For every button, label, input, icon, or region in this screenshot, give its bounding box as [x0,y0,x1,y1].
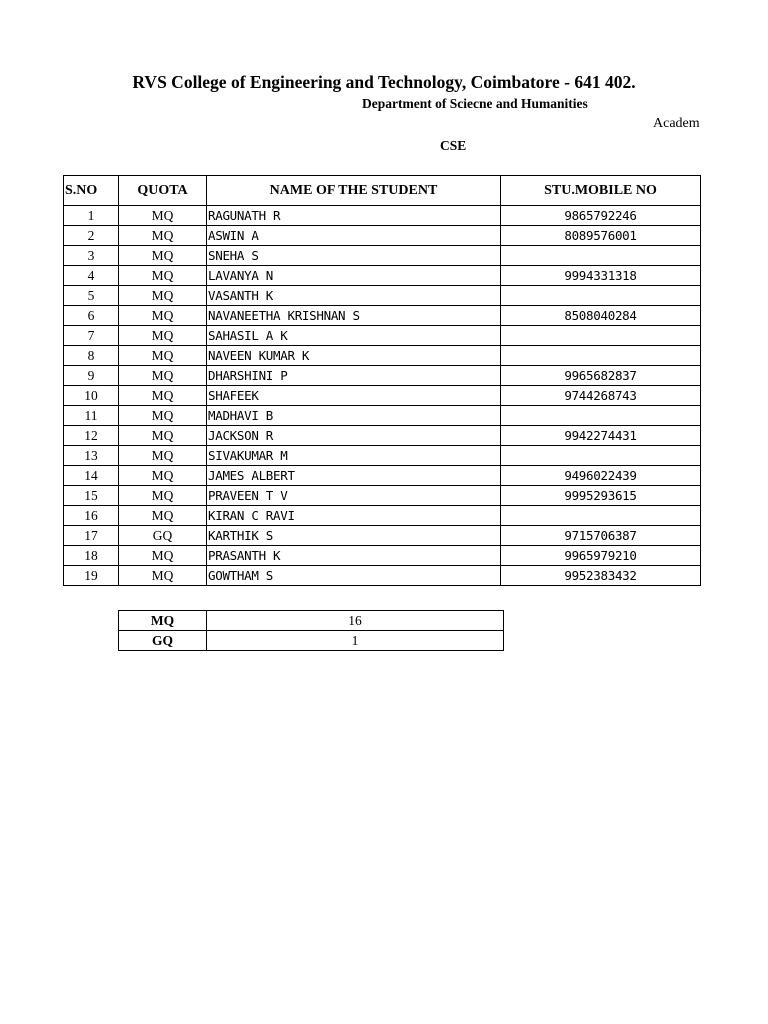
cell-quota: MQ [119,246,207,266]
cell-sno: 10 [64,386,119,406]
table-row [64,466,701,486]
column-header-sno: S.NO [64,176,119,206]
cell-mobile-no [501,346,701,366]
cell-mobile-no: 9865792246 [501,206,701,226]
column-header-quota: QUOTA [119,176,207,206]
table-row [64,446,701,466]
cell-sno: 16 [64,506,119,526]
table-row [64,406,701,426]
college-title: RVS College of Engineering and Technology, Coimbatore - 641 402. [132,72,636,92]
summary-quota-count: 1 [207,631,504,651]
cell-student-name: LAVANYA N [207,266,501,286]
cell-mobile-no: 9995293615 [501,486,701,506]
table-row [64,206,701,226]
cell-student-name: JAMES ALBERT [207,466,501,486]
table-row [64,366,701,386]
cell-sno: 4 [64,266,119,286]
cell-student-name: PRAVEEN T V [207,486,501,506]
cell-sno: 17 [64,526,119,546]
department-title: Department of Sciecne and Humanities [362,96,588,111]
cell-mobile-no: 9994331318 [501,266,701,286]
cell-mobile-no [501,406,701,426]
cell-student-name: KARTHIK S [207,526,501,546]
cell-mobile-no [501,286,701,306]
cell-sno: 15 [64,486,119,506]
summary-quota-label: GQ [119,631,207,651]
cell-sno: 7 [64,326,119,346]
cell-quota: MQ [119,266,207,286]
cell-quota: MQ [119,426,207,446]
cell-mobile-no [501,246,701,266]
table-header-row [64,176,701,206]
cell-mobile-no: 9942274431 [501,426,701,446]
cell-sno: 14 [64,466,119,486]
cell-sno: 19 [64,566,119,586]
summary-quota-label: MQ [119,611,207,631]
cell-student-name: SAHASIL A K [207,326,501,346]
cell-mobile-no [501,326,701,346]
summary-quota-count: 16 [207,611,504,631]
cell-sno: 2 [64,226,119,246]
column-header-mobile: STU.MOBILE NO [501,176,701,206]
cell-mobile-no: 9715706387 [501,526,701,546]
cell-student-name: NAVANEETHA KRISHNAN S [207,306,501,326]
cell-sno: 3 [64,246,119,266]
cell-student-name: KIRAN C RAVI [207,506,501,526]
table-row [64,346,701,366]
cell-quota: MQ [119,466,207,486]
cell-sno: 5 [64,286,119,306]
cell-student-name: RAGUNATH R [207,206,501,226]
student-table [63,175,701,586]
table-row [64,286,701,306]
cell-student-name: MADHAVI B [207,406,501,426]
cell-quota: MQ [119,486,207,506]
quota-summary-table [118,610,504,651]
cell-quota: MQ [119,546,207,566]
cell-sno: 1 [64,206,119,226]
table-row [64,246,701,266]
cell-sno: 11 [64,406,119,426]
cell-quota: MQ [119,566,207,586]
table-row [64,506,701,526]
cell-mobile-no: 9965682837 [501,366,701,386]
cell-quota: MQ [119,366,207,386]
table-row [64,526,701,546]
cell-student-name: NAVEEN KUMAR K [207,346,501,366]
summary-row [119,611,504,631]
cell-quota: MQ [119,286,207,306]
table-row [64,566,701,586]
cell-mobile-no: 9744268743 [501,386,701,406]
cell-sno: 12 [64,426,119,446]
cell-quota: MQ [119,406,207,426]
table-row [64,546,701,566]
cell-student-name: SIVAKUMAR M [207,446,501,466]
cell-quota: MQ [119,226,207,246]
cell-sno: 6 [64,306,119,326]
cell-student-name: SNEHA S [207,246,501,266]
table-row [64,486,701,506]
cell-student-name: VASANTH K [207,286,501,306]
academic-year-label: Academ [653,116,700,131]
cell-sno: 8 [64,346,119,366]
table-row [64,266,701,286]
cell-student-name: ASWIN A [207,226,501,246]
cell-student-name: DHARSHINI P [207,366,501,386]
cell-sno: 13 [64,446,119,466]
column-header-name: NAME OF THE STUDENT [207,176,501,206]
table-row [64,426,701,446]
branch-title: CSE [440,138,467,153]
cell-quota: MQ [119,326,207,346]
cell-mobile-no: 8508040284 [501,306,701,326]
cell-student-name: JACKSON R [207,426,501,446]
cell-student-name: SHAFEEK [207,386,501,406]
cell-sno: 18 [64,546,119,566]
cell-mobile-no: 9965979210 [501,546,701,566]
cell-mobile-no [501,506,701,526]
cell-mobile-no: 9952383432 [501,566,701,586]
cell-quota: GQ [119,526,207,546]
table-row [64,306,701,326]
cell-quota: MQ [119,446,207,466]
cell-mobile-no [501,446,701,466]
cell-quota: MQ [119,386,207,406]
cell-quota: MQ [119,206,207,226]
cell-mobile-no: 9496022439 [501,466,701,486]
cell-mobile-no: 8089576001 [501,226,701,246]
cell-student-name: GOWTHAM S [207,566,501,586]
table-row [64,326,701,346]
table-row [64,226,701,246]
cell-student-name: PRASANTH K [207,546,501,566]
cell-quota: MQ [119,306,207,326]
summary-row [119,631,504,651]
table-row [64,386,701,406]
cell-quota: MQ [119,346,207,366]
cell-sno: 9 [64,366,119,386]
cell-quota: MQ [119,506,207,526]
